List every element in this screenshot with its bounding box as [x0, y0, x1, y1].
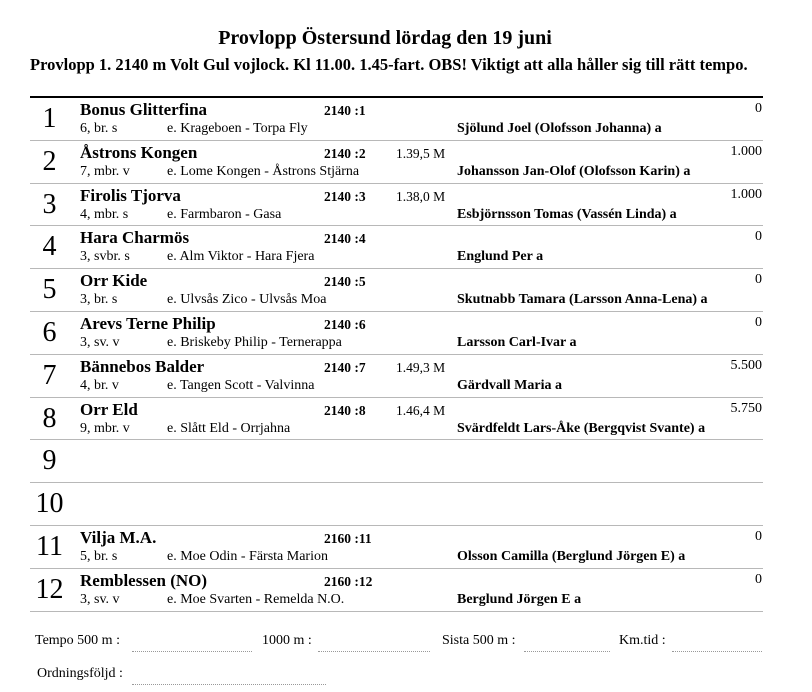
start-number: 7	[42, 359, 57, 391]
table-row	[30, 312, 763, 355]
horse-info: 6, br. s	[80, 121, 118, 136]
km-time-label: Km.tid :	[619, 633, 666, 648]
horse-pedigree: e. Farmbaron - Gasa	[167, 206, 282, 222]
horse-pedigree: e. Tangen Scott - Valvinna	[167, 377, 315, 393]
prize-money: 5.750	[730, 400, 762, 416]
km-time-field	[672, 651, 762, 652]
tempo-500-field	[132, 651, 252, 652]
horse-pedigree: e. Ulvsås Zico - Ulvsås Moa	[167, 292, 327, 308]
horse-pedigree: e. Krageboen - Torpa Fly	[167, 121, 308, 136]
distance-track: 2140 :3	[324, 188, 366, 204]
horse-name: Bännebos Balder	[80, 356, 205, 376]
horse-info: 4, br. v	[80, 377, 119, 393]
table-row	[30, 483, 763, 526]
table-row	[30, 398, 763, 441]
horse-info: 9, mbr. v	[80, 420, 130, 436]
driver-trainer: Svärdfeldt Lars-Åke (Bergqvist Svante) a	[457, 420, 706, 436]
horse-info: 3, sv. v	[80, 591, 120, 607]
table-row	[30, 526, 763, 569]
prize-money: 0	[755, 528, 762, 544]
tempo-1000-label: 1000 m :	[262, 633, 312, 648]
driver-trainer: Johansson Jan-Olof (Olofsson Karin) a	[457, 163, 691, 179]
distance-track: 2140 :2	[324, 145, 366, 161]
distance-track: 2160 :12	[324, 573, 373, 589]
horse-info: 5, br. s	[80, 548, 118, 564]
start-number: 5	[42, 274, 57, 306]
table-row	[30, 184, 763, 227]
table-row	[30, 355, 763, 398]
table-row	[30, 440, 763, 483]
start-number: 1	[42, 103, 57, 134]
horse-pedigree: e. Lome Kongen - Åstrons Stjärna	[167, 163, 360, 179]
tempo-1000-field	[318, 651, 430, 652]
start-number: 9	[42, 445, 57, 477]
start-number: 3	[42, 188, 57, 220]
record-time: 1.39,5 M	[396, 145, 446, 161]
distance-track: 2140 :6	[324, 316, 366, 332]
horse-name: Orr Eld	[80, 399, 138, 419]
start-number: 4	[42, 231, 57, 263]
record-time: 1.38,0 M	[396, 188, 446, 204]
table-row	[30, 569, 763, 612]
horse-info: 7, mbr. v	[80, 163, 130, 179]
last-500-field	[524, 651, 610, 652]
last-500-label: Sista 500 m :	[442, 633, 516, 648]
order-label: Ordningsföljd :	[37, 666, 123, 681]
driver-trainer: Gärdvall Maria a	[457, 377, 562, 393]
driver-trainer: Esbjörnsson Tomas (Vassén Linda) a	[457, 206, 677, 222]
distance-track: 2140 :7	[324, 359, 366, 375]
driver-trainer: Olsson Camilla (Berglund Jörgen E) a	[457, 548, 686, 564]
distance-track: 2140 :8	[324, 402, 366, 418]
prize-money: 5.500	[730, 357, 762, 373]
start-number: 11	[36, 530, 63, 562]
start-number: 12	[35, 573, 64, 605]
horse-name: Firolis Tjorva	[80, 185, 181, 205]
prize-money: 0	[755, 314, 762, 330]
horse-pedigree: e. Moe Odin - Färsta Marion	[167, 548, 328, 564]
prize-money: 0	[755, 229, 762, 245]
starter-list	[30, 98, 763, 612]
driver-trainer: Berglund Jörgen E a	[457, 591, 582, 607]
distance-track: 2140 :1	[324, 103, 366, 118]
horse-info: 3, svbr. s	[80, 249, 130, 265]
record-time: 1.49,3 M	[396, 359, 446, 375]
page-title: Provlopp Östersund lördag den 19 juni	[218, 27, 552, 49]
race-description: Provlopp 1. 2140 m Volt Gul vojlock. Kl 11.00. 1.45-fart. OBS! Viktigt att alla håller sig till rätt tempo.	[30, 55, 748, 74]
horse-info: 4, mbr. s	[80, 206, 129, 222]
distance-track: 2160 :11	[324, 530, 372, 546]
tempo-500-label: Tempo 500 m :	[35, 633, 120, 648]
record-time: 1.46,4 M	[396, 402, 446, 418]
horse-pedigree: e. Slått Eld - Orrjahna	[167, 420, 291, 436]
prize-money: 0	[755, 101, 762, 116]
table-row	[30, 98, 763, 141]
horse-name: Bonus Glitterfina	[80, 100, 208, 119]
horse-name: Vilja M.A.	[80, 527, 157, 547]
driver-trainer: Larsson Carl-Ivar a	[457, 334, 577, 350]
distance-track: 2140 :5	[324, 274, 366, 290]
horse-pedigree: e. Briskeby Philip - Ternerappa	[167, 334, 342, 350]
start-number: 10	[35, 488, 64, 520]
prize-money: 1.000	[730, 186, 762, 202]
horse-pedigree: e. Alm Viktor - Hara Fjera	[167, 249, 315, 265]
prize-money: 1.000	[730, 143, 762, 159]
horse-name: Remblessen (NO)	[80, 570, 208, 590]
horse-info: 3, sv. v	[80, 334, 120, 350]
horse-name: Arevs Terne Philip	[80, 313, 216, 333]
horse-info: 3, br. s	[80, 292, 118, 308]
table-row	[30, 269, 763, 312]
horse-name: Orr Kide	[80, 271, 148, 291]
horse-name: Hara Charmös	[80, 228, 190, 248]
horse-name: Åstrons Kongen	[80, 142, 198, 162]
driver-trainer: Sjölund Joel (Olofsson Johanna) a	[457, 121, 662, 136]
horse-pedigree: e. Moe Svarten - Remelda N.O.	[167, 591, 345, 607]
prize-money: 0	[755, 571, 762, 587]
order-field	[132, 684, 326, 685]
distance-track: 2140 :4	[324, 231, 366, 247]
prize-money: 0	[755, 272, 762, 288]
table-row	[30, 226, 763, 269]
start-number: 2	[42, 145, 57, 177]
table-row	[30, 141, 763, 184]
start-number: 6	[42, 316, 57, 348]
driver-trainer: Englund Per a	[457, 249, 544, 265]
start-number: 8	[42, 402, 57, 434]
driver-trainer: Skutnabb Tamara (Larsson Anna-Lena) a	[457, 292, 708, 308]
